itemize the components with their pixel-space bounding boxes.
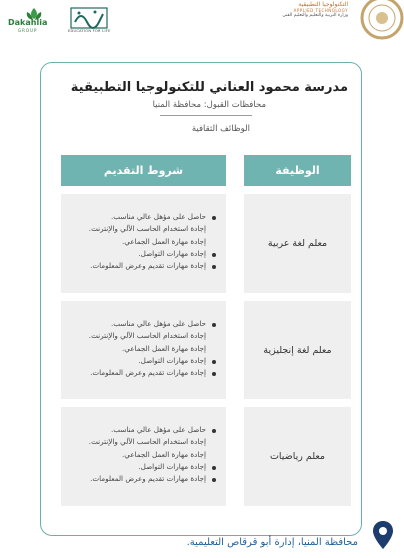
requirement-item: إجادة مهارات التواصل. <box>61 461 206 473</box>
requirements-cell <box>61 301 226 399</box>
governorate-line: محافظات القبول: محافظة المنيا <box>152 100 266 110</box>
table-header-requirements: شروط التقديم <box>61 155 226 186</box>
location-pin-icon <box>372 520 394 550</box>
requirement-item: إجادة مهارات تقديم وعرض المعلومات. <box>61 367 206 379</box>
ministry-seal-icon <box>360 0 404 40</box>
requirement-item: إجادة مهارات التواصل. <box>61 248 206 260</box>
ministry-line-3: وزارة التربية والتعليم والتعليم الفني <box>282 13 348 19</box>
ministry-line-1: التكنولوجيا التطبيقية <box>298 1 348 8</box>
footer-location: محافظة المنيا، إدارة أبو قرقاص التعليمية. <box>186 537 358 548</box>
requirement-item: إجادة مهارة العمل الجماعي. <box>121 343 206 353</box>
requirement-item: إجادة مهارة العمل الجماعي. <box>121 449 206 459</box>
requirements-list <box>61 407 220 485</box>
requirement-item: إجادة مهارات التواصل. <box>61 355 206 367</box>
dakahlia-group-label: GROUP <box>18 28 38 33</box>
job-cell-math: معلم رياضيات <box>244 407 351 506</box>
requirements-list <box>61 194 220 272</box>
requirement-item: إجادة مهارات تقديم وعرض المعلومات. <box>61 473 206 485</box>
requirement-item: إجادة مهارة العمل الجماعي. <box>121 236 206 246</box>
requirement-item: إجادة استخدام الحاسب الآلي والإنترنت. <box>88 331 206 341</box>
jobs-subtitle: الوظائف الثقافية <box>191 124 250 134</box>
divider <box>160 115 252 116</box>
requirement-item: حاصل على مؤهل عالي مناسب. <box>61 211 206 223</box>
job-cell-arabic: معلم لغة عربية <box>244 194 351 293</box>
requirements-cell <box>61 407 226 506</box>
school-title: مدرسة محمود العناني للتكنولوجيا التطبيقية <box>70 80 348 95</box>
requirement-item: إجادة استخدام الحاسب الآلي والإنترنت. <box>88 224 206 234</box>
requirements-list <box>61 301 220 379</box>
requirement-item: حاصل على مؤهل عالي مناسب. <box>61 424 206 436</box>
requirement-item: إجادة مهارات تقديم وعرض المعلومات. <box>61 260 206 272</box>
education-caption: EDUCATION FOR LIFE <box>68 29 111 33</box>
job-cell-english: معلم لغة إنجليزية <box>244 301 351 399</box>
ministry-line-2: APPLIED TECHNOLOGY <box>293 7 348 13</box>
ministry-block <box>282 2 348 19</box>
requirements-cell <box>61 194 226 293</box>
dakahlia-brand: Dakahlia <box>8 18 48 27</box>
requirement-item: حاصل على مؤهل عالي مناسب. <box>61 318 206 330</box>
table-header-job: الوظيفة <box>244 155 351 186</box>
requirement-item: إجادة استخدام الحاسب الآلي والإنترنت. <box>88 437 206 447</box>
